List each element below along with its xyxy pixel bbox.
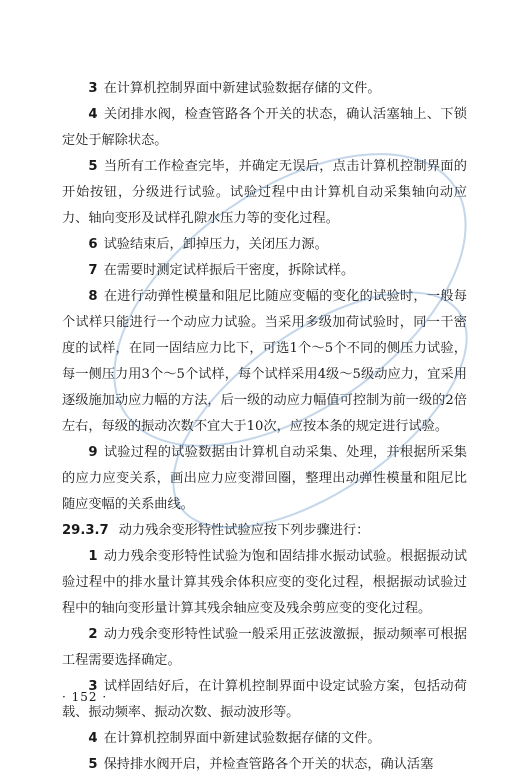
item-text: 在计算机控制界面中新建试验数据存储的文件。 xyxy=(103,731,381,746)
item-text: 在进行动弹性模量和阻尼比随应变幅的变化的试验时，一般每个试样只能进行一个动应力试验。当采用多级加荷试验时，同一干密度的试样，在同一固结应力比下，可选1个～5个不同的侧压力试验，每一侧压力用3个～5个试样，每个试样采用4级～5级动应力，宜采用逐级施加动应力幅的方法，后一级的动应力幅值可控制为前一级的2倍左右，每级的振动次数不宜大于10次，应按本条的规定进行试验。 xyxy=(62,289,467,434)
paragraph xyxy=(62,440,467,518)
section-text: 动力残余变形特性试验应按下列步骤进行： xyxy=(118,523,370,538)
paragraph xyxy=(62,102,467,154)
paragraph xyxy=(62,752,467,778)
item-text: 当所有工作检查完毕，并确定无误后，点击计算机控制界面的开始按钮，分级进行试验。试验过程中由计算机自动采集轴向动应力、轴向变形及试样孔隙水压力等的变化过程。 xyxy=(62,159,467,226)
item-text: 试验结束后，卸掉压力，关闭压力源。 xyxy=(103,237,328,252)
item-text: 关闭排水阀，检查管路各个开关的状态，确认活塞轴上、下锁定处于解除状态。 xyxy=(62,107,467,148)
item-text: 保持排水阀开启，并检查管路各个开关的状态，确认活塞 xyxy=(103,757,434,772)
paragraph xyxy=(62,258,467,284)
item-number: 2 xyxy=(88,627,98,642)
item-number: 4 xyxy=(88,731,98,746)
item-text: 在需要时测定试样振后干密度，拆除试样。 xyxy=(103,263,355,278)
item-number: 3 xyxy=(88,679,98,694)
item-number: 5 xyxy=(88,757,98,772)
item-number: 1 xyxy=(88,549,98,564)
body-text xyxy=(62,76,467,778)
paragraph xyxy=(62,284,467,440)
section-number: 29.3.7 xyxy=(62,523,109,538)
item-number: 4 xyxy=(88,107,98,122)
item-text: 动力残余变形特性试验一般采用正弦波激振，振动频率可根据工程需要选择确定。 xyxy=(62,627,467,668)
item-text: 试样固结好后，在计算机控制界面中设定试验方案，包括动荷载、振动频率、振动次数、振动波形等。 xyxy=(62,679,467,720)
paragraph xyxy=(62,544,467,622)
paragraph xyxy=(62,154,467,232)
item-text: 在计算机控制界面中新建试验数据存储的文件。 xyxy=(103,81,381,96)
item-text: 试验过程的试验数据由计算机自动采集、处理，并根据所采集的应力应变关系，画出应力应变滞回圈，整理出动弹性模量和阻尼比随应变幅的关系曲线。 xyxy=(62,445,467,512)
paragraph xyxy=(62,674,467,726)
paragraph xyxy=(62,76,467,102)
item-number: 3 xyxy=(88,81,98,96)
item-text: 动力残余变形特性试验为饱和固结排水振动试验。根据振动试验过程中的排水量计算其残余体积应变的变化过程，根据振动试验过程中的轴向变形量计算其残余轴应变及残余剪应变的变化过程。 xyxy=(62,549,467,616)
section-heading xyxy=(62,518,467,544)
item-number: 7 xyxy=(88,263,98,278)
item-number: 5 xyxy=(88,159,98,174)
item-number: 6 xyxy=(88,237,98,252)
paragraph xyxy=(62,622,467,674)
item-number: 9 xyxy=(88,445,98,460)
paragraph xyxy=(62,232,467,258)
page-number: · 152 · xyxy=(62,690,108,704)
item-number: 8 xyxy=(88,289,98,304)
paragraph xyxy=(62,726,467,752)
